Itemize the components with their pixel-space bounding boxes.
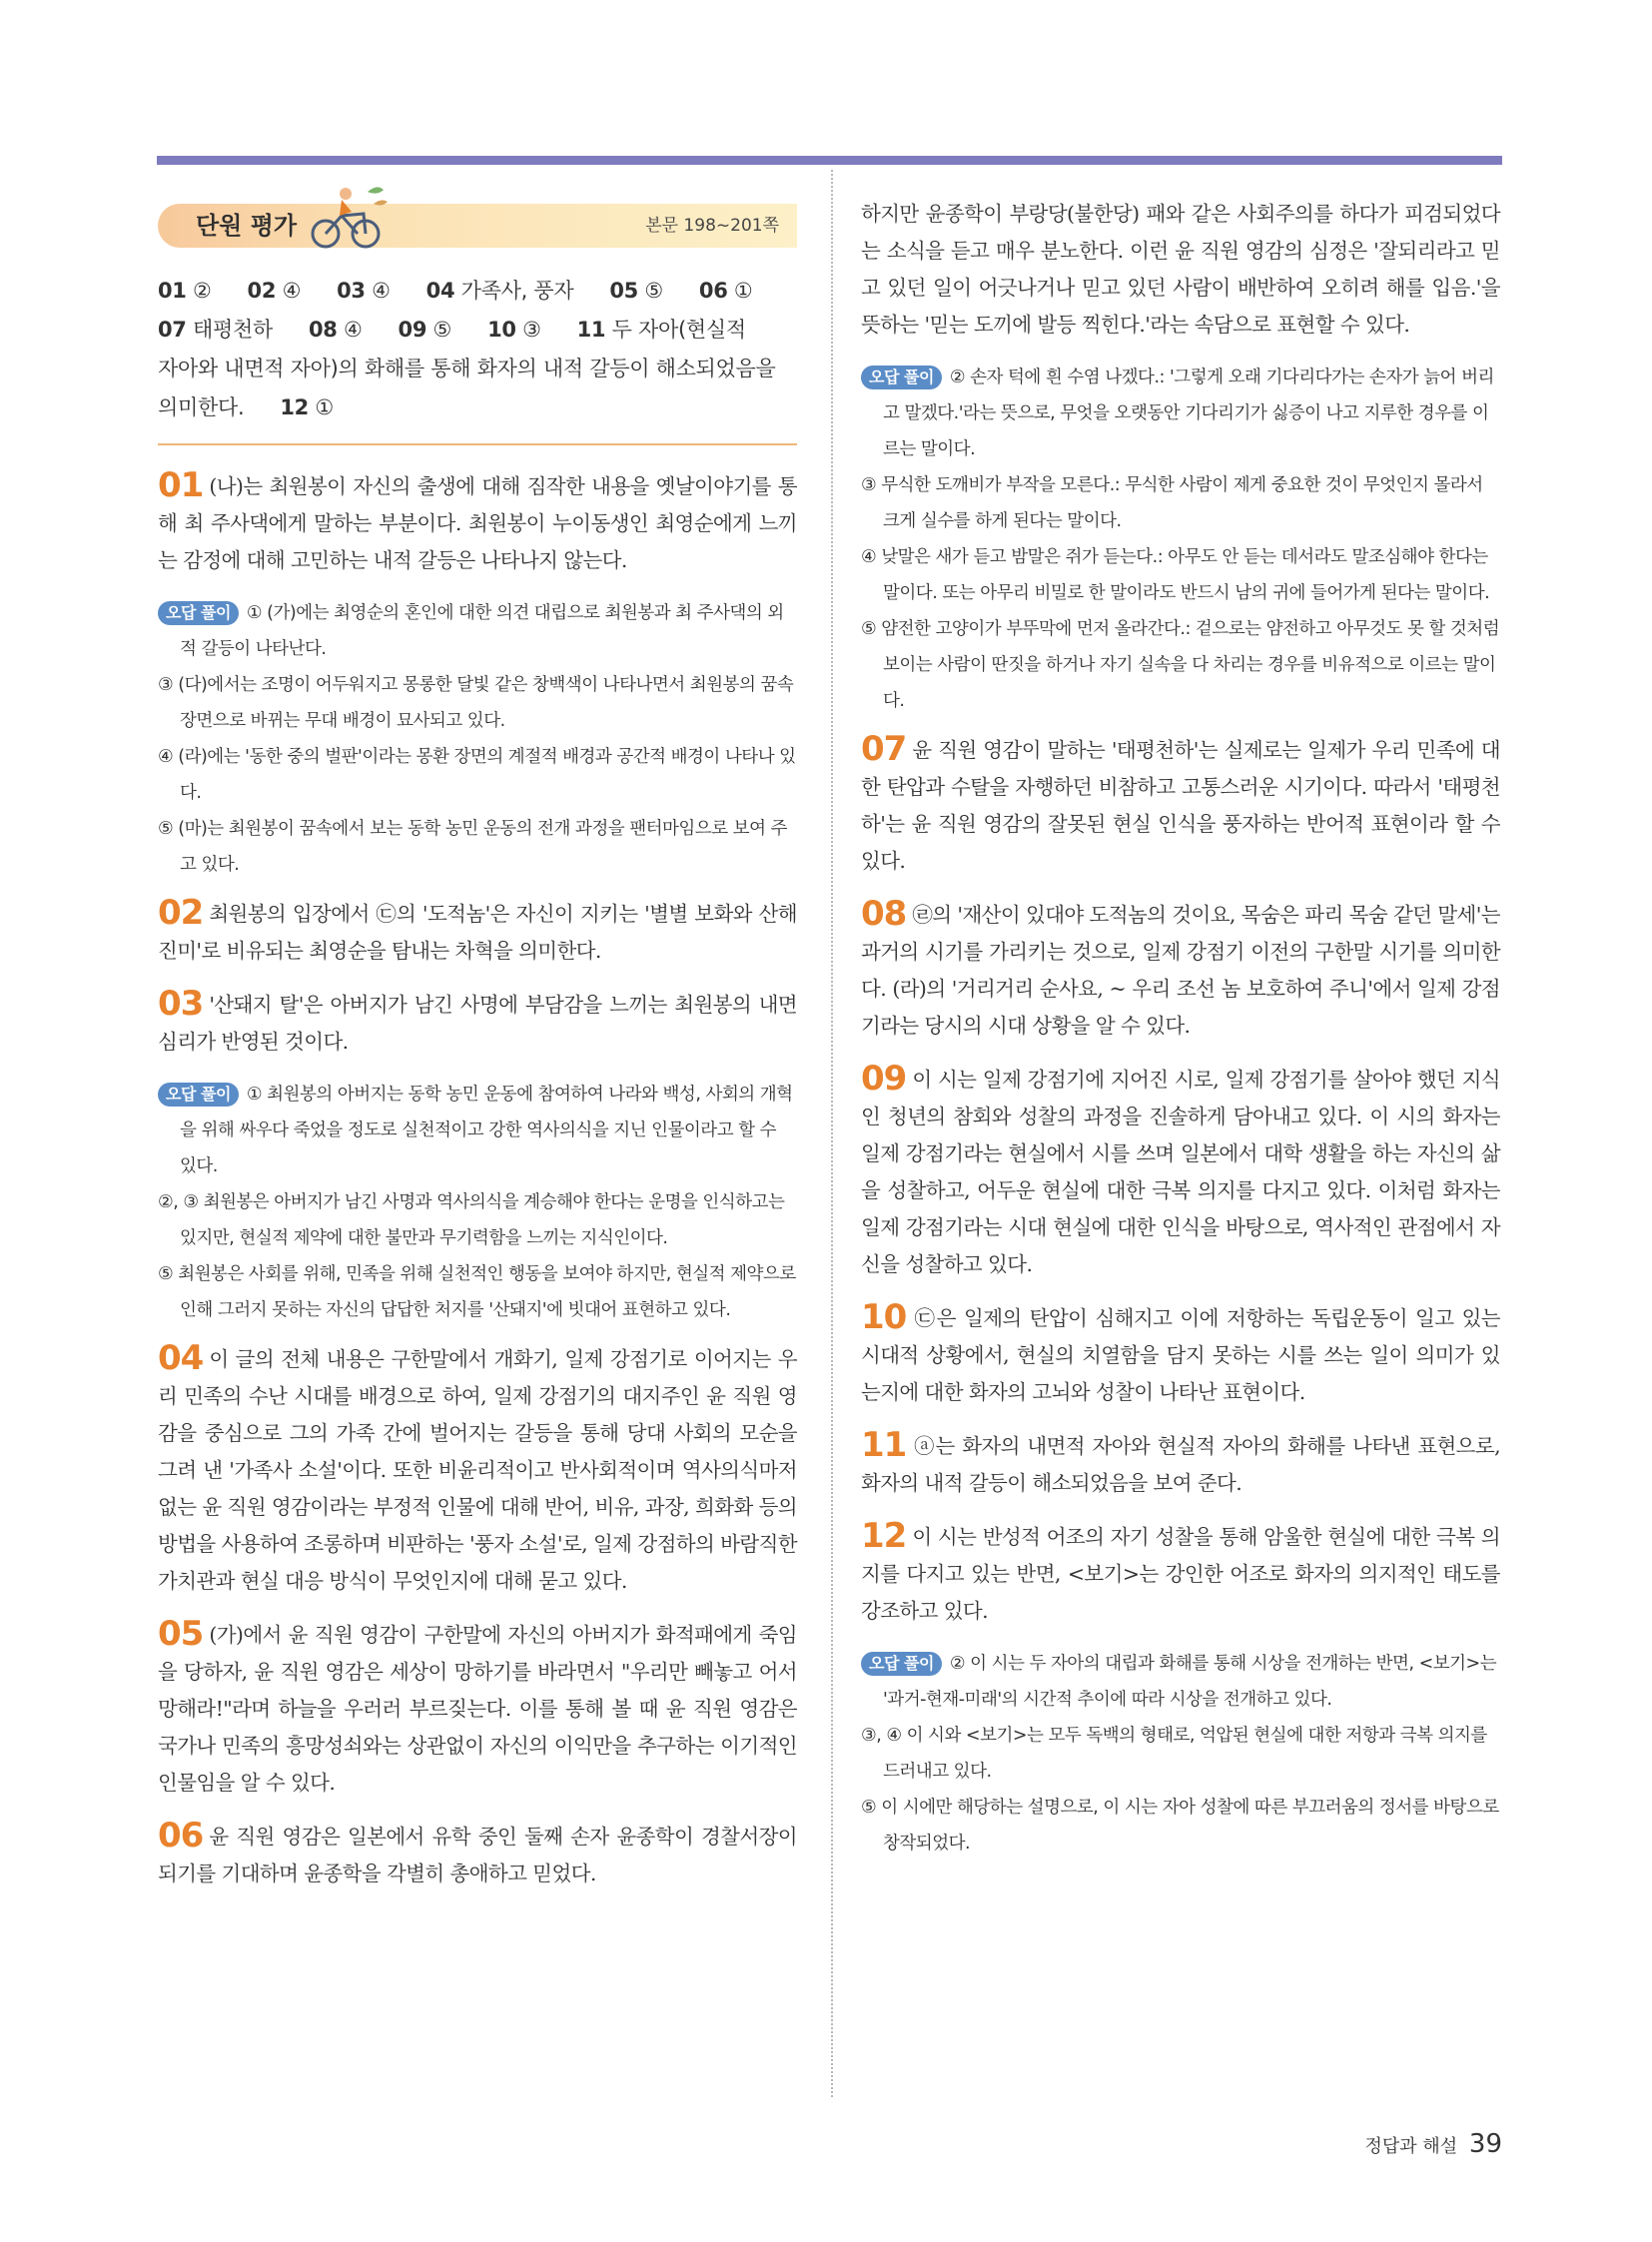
explanation-item xyxy=(861,1061,1500,1283)
answer-number: 03 xyxy=(337,279,366,303)
question-number: 12 xyxy=(861,1516,907,1556)
answer-number: 08 xyxy=(308,318,338,342)
explanation-text: 윤 직원 영감은 일본에서 유학 중인 둘째 손자 윤종학이 경찰서장이 되기를 기대하며 윤종학을 각별히 총애하고 믿었다. xyxy=(158,1825,797,1885)
wrong-answer-notes xyxy=(861,1646,1500,1862)
answer-value: ② xyxy=(193,279,212,303)
question-number: 04 xyxy=(158,1338,204,1378)
answer-row xyxy=(158,272,797,311)
note-text: ③ (다)에서는 조명이 어두워지고 몽롱한 달빛 같은 창백색이 나타나면서 최원봉의 꿈속 장면으로 바뀌는 무대 배경이 묘사되고 있다. xyxy=(158,675,794,731)
question-number: 08 xyxy=(861,894,907,934)
answer-value: ① xyxy=(315,395,334,419)
answer-value: 두 자아(현실적 xyxy=(611,318,746,342)
note-line xyxy=(861,360,1500,467)
explanation-text: 윤 직원 영감이 말하는 '태평천하'는 실제로는 일제가 우리 민족에 대한 탄압과 수탈을 자행하던 비참하고 고통스러운 시기이다. 따라서 '태평천하'는 윤 직원 영감의 잘못된 현실 인식을 풍자하는 반어적 표현이라 할 수 있다. xyxy=(861,738,1500,873)
question-number: 10 xyxy=(861,1297,907,1337)
note-line xyxy=(158,1184,797,1256)
answer-key-rule xyxy=(158,443,797,445)
question-number: 06 xyxy=(158,1816,204,1856)
question-number: 03 xyxy=(158,984,204,1024)
answer-number: 12 xyxy=(280,395,309,419)
explanation-text: (나)는 최원봉이 자신의 출생에 대해 짐작한 내용을 옛날이야기를 통해 최 주사댁에게 말하는 부분이다. 최원봉이 누이동생인 최영순에게 느끼는 감정에 대해 고민하는 내적 갈등은 나타나지 않는다. xyxy=(158,474,797,572)
column-divider xyxy=(831,170,833,2097)
answer-item xyxy=(280,388,334,427)
note-text: ③ 무식한 도깨비가 부작을 모른다.: 무식한 사람이 제게 중요한 것이 무엇인지 몰라서 크게 실수를 하게 된다는 말이다. xyxy=(861,475,1483,531)
answer-number: 04 xyxy=(425,279,455,303)
explanation-item xyxy=(861,1518,1500,1630)
question-number: 02 xyxy=(158,893,204,933)
page-footer xyxy=(1365,2129,1503,2159)
answer-value: ④ xyxy=(372,279,391,303)
explanation-item xyxy=(861,1299,1500,1411)
explanation-text: '산돼지 탈'은 아버지가 남긴 사명에 부담감을 느끼는 최원봉의 내면 심리가 반영된 것이다. xyxy=(158,993,797,1054)
right-column xyxy=(861,196,1500,1873)
note-line xyxy=(861,1646,1500,1718)
answer-number: 02 xyxy=(247,279,277,303)
note-text: ① 최원봉의 아버지는 동학 농민 운동에 참여하여 나라와 백성, 사회의 개혁을 위해 싸우다 죽었을 정도로 실천적이고 강한 역사의식을 지닌 인물이라고 할 수 있다. xyxy=(180,1085,793,1176)
note-text: ② 이 시는 두 자아의 대립과 화해를 통해 시상을 전개하는 반면, <보기>는 '과거-현재-미래'의 시간적 추이에 따라 시상을 전개하고 있다. xyxy=(883,1654,1497,1710)
answer-item xyxy=(309,311,363,350)
wrong-answer-notes xyxy=(158,1077,797,1328)
answer-value: ④ xyxy=(282,279,302,303)
note-line xyxy=(158,1077,797,1184)
answer-item xyxy=(426,272,574,311)
answer-item xyxy=(699,272,753,311)
page-number: 39 xyxy=(1468,2129,1502,2159)
note-text: ④ 낮말은 새가 듣고 밤말은 쥐가 듣는다.: 아무도 안 듣는 데서라도 말조심해야 한다는 말이다. 또는 아무리 비밀로 한 말이라도 반드시 남의 귀에 들어가게 된다는 말이다. xyxy=(861,547,1490,603)
note-text: ④ (라)에는 '동한 중의 벌판'이라는 몽환 장면의 계절적 배경과 공간적 배경이 나타나 있다. xyxy=(158,747,796,803)
top-color-bar xyxy=(157,156,1502,165)
answer-value: ④ xyxy=(343,318,363,342)
explanation-text: (가)에서 윤 직원 영감이 구한말에 자신의 아버지가 화적패에게 죽임을 당하자, 윤 직원 영감은 세상이 망하기를 바라면서 "우리만 빼놓고 어서 망해라!"라며 하늘을 우러러 부르짖는다. 이를 통해 볼 때 윤 직원 영감은 국가나 민족의 흥망성쇠와는 상관없이 자신의 이익만을 추구하는 이기적인 인물임을 알 수 있다. xyxy=(158,1623,797,1795)
explanation-text: 최원봉의 입장에서 ㉢의 '도적놈'은 자신이 지키는 '별별 보화와 산해진미'로 비유되는 최영순을 탐내는 차혁을 의미한다. xyxy=(158,902,797,963)
answer-item xyxy=(158,311,273,350)
answer-item xyxy=(158,388,244,427)
unit-header xyxy=(158,204,797,262)
note-text: ⑤ 이 시에만 해당하는 설명으로, 이 시는 자아 성찰에 따른 부끄러움의 정서를 바탕으로 창작되었다. xyxy=(861,1798,1499,1854)
answer-item xyxy=(248,272,302,311)
note-line xyxy=(158,667,797,739)
explanation-text: ㉣의 '재산이 있대야 도적놈의 것이요, 목숨은 파리 목숨 같던 말세'는 과거의 시기를 가리키는 것으로, 일제 강점기 이전의 구한말 시기를 의미한다. (라)의 '거리거리 순사요, ~ 우리 조선 놈 보호하여 주니'에서 일제 강점기라는 당시의 시대 상황을 알 수 있다. xyxy=(861,903,1500,1038)
footer-label: 정답과 해설 xyxy=(1364,2136,1458,2157)
question-number: 07 xyxy=(861,729,907,769)
right-explanations xyxy=(861,196,1500,1862)
explanation-text: 하지만 윤종학이 부랑당(불한당) 패와 같은 사회주의를 하다가 피검되었다는 소식을 듣고 매우 분노한다. 이런 윤 직원 영감의 심정은 '잘되리라고 믿고 있던 일이 어긋나거나 믿고 있던 사람이 배반하여 오히려 해를 입음.'을 뜻하는 '믿는 도끼에 발등 찍힌다.'라는 속담으로 표현할 수 있다. xyxy=(861,202,1500,337)
wrong-answer-badge: 오답 풀이 xyxy=(861,1652,942,1676)
explanation-item xyxy=(861,896,1500,1045)
note-line xyxy=(861,611,1500,719)
answer-row xyxy=(158,311,797,350)
note-line xyxy=(861,467,1500,539)
unit-title: 단원 평가 xyxy=(196,212,298,240)
answer-value: ③ xyxy=(522,318,541,342)
answer-row xyxy=(158,388,797,427)
note-line xyxy=(158,739,797,811)
answer-item xyxy=(487,311,541,350)
note-text: ⑤ 얌전한 고양이가 부뚜막에 먼저 올라간다.: 겉으로는 얌전하고 아무것도 못 할 것처럼 보이는 사람이 딴짓을 하거나 자기 실속을 다 차리는 경우를 비유적으로 이르는 말이다. xyxy=(861,619,1500,711)
explanation-item xyxy=(158,895,797,970)
question-number: 09 xyxy=(861,1059,907,1099)
wrong-answer-badge: 오답 풀이 xyxy=(158,601,239,625)
explanation-item xyxy=(158,986,797,1061)
answer-item xyxy=(577,311,746,350)
explanation-item xyxy=(158,1818,797,1892)
answer-value: ① xyxy=(733,279,753,303)
answer-value: ⑤ xyxy=(644,279,663,303)
answer-item xyxy=(399,311,452,350)
note-line xyxy=(158,595,797,667)
left-explanations xyxy=(158,467,797,1892)
answer-row xyxy=(158,350,797,388)
note-text: ② 손자 턱에 흰 수염 나겠다.: '그렇게 오래 기다리다가는 손자가 늙어 버리고 말겠다.'라는 뜻으로, 무엇을 오랫동안 기다리기가 싫증이 나고 지루한 경우를 이르는 말이다. xyxy=(883,368,1494,459)
note-text: ②, ③ 최원봉은 아버지가 남긴 사명과 역사의식을 계승해야 한다는 운명을 인식하고는 있지만, 현실적 제약에 대한 불만과 무기력함을 느끼는 지식인이다. xyxy=(158,1192,785,1248)
answer-number: 11 xyxy=(576,318,606,342)
explanation-item xyxy=(861,731,1500,880)
answer-item xyxy=(158,272,212,311)
bicycle-rider-icon xyxy=(306,182,390,252)
wrong-answer-badge: 오답 풀이 xyxy=(158,1083,239,1107)
answer-item xyxy=(609,272,663,311)
question-number: 01 xyxy=(158,465,204,505)
answer-item xyxy=(158,350,776,388)
question-number: 05 xyxy=(158,1614,204,1654)
answer-value: ⑤ xyxy=(432,318,452,342)
left-column xyxy=(158,204,797,1908)
note-line xyxy=(861,1790,1500,1862)
answer-key xyxy=(158,272,797,427)
wrong-answer-badge: 오답 풀이 xyxy=(861,366,942,389)
explanation-text: ⓐ는 화자의 내면적 자아와 현실적 자아의 화해를 나타낸 표현으로, 화자의 내적 갈등이 해소되었음을 보여 준다. xyxy=(861,1434,1500,1495)
note-text: ① (가)에는 최영순의 혼인에 대한 의견 대립으로 최원봉과 최 주사댁의 외적 갈등이 나타난다. xyxy=(180,603,784,659)
note-line xyxy=(861,1718,1500,1790)
answer-number: 09 xyxy=(398,318,427,342)
answer-number: 01 xyxy=(158,279,187,303)
explanation-text: ㉢은 일제의 탄압이 심해지고 이에 저항하는 독립운동이 일고 있는 시대적 상황에서, 현실의 치열함을 담지 못하는 시를 쓰는 일이 의미가 있는지에 대한 화자의 고뇌와 성찰이 나타난 표현이다. xyxy=(861,1306,1500,1404)
note-text: ③, ④ 이 시와 <보기>는 모두 독백의 형태로, 억압된 현실에 대한 저항과 극복 의지를 드러내고 있다. xyxy=(861,1726,1487,1782)
answer-value: 자아와 내면적 자아)의 화해를 통해 화자의 내적 갈등이 해소되었음을 xyxy=(158,357,776,380)
answer-number: 06 xyxy=(698,279,728,303)
note-line xyxy=(158,1256,797,1328)
wrong-answer-notes xyxy=(861,360,1500,719)
answer-value: 의미한다. xyxy=(158,395,245,419)
explanation-item xyxy=(158,1340,797,1600)
explanation-text: 이 글의 전체 내용은 구한말에서 개화기, 일제 강점기로 이어지는 우리 민족의 수난 시대를 배경으로 하여, 일제 강점기의 대지주인 윤 직원 영감을 중심으로 그의 가족 간에 벌어지는 갈등을 통해 당대 사회의 모순을 그려 낸 '가족사 소설'이다. 또한 비윤리적이고 반사회적이며 역사의식마저 없는 윤 직원 영감이라는 부정적 인물에 대해 반어, 비유, 과장, 희화화 등의 방법을 사용하여 조롱하며 비판하는 '풍자 소설'로, 일제 강점하의 바람직한 가치관과 현실 대응 방식이 무엇인지에 대해 묻고 있다. xyxy=(158,1347,797,1593)
wrong-answer-notes xyxy=(158,595,797,883)
note-text: ⑤ (마)는 최원봉이 꿈속에서 보는 동학 농민 운동의 전개 과정을 팬터마임으로 보여 주고 있다. xyxy=(158,819,787,875)
answer-number: 07 xyxy=(158,318,187,342)
explanation-item xyxy=(861,196,1500,344)
answer-value: 태평천하 xyxy=(193,318,273,342)
explanation-item xyxy=(861,1427,1500,1502)
answer-number: 10 xyxy=(487,318,516,342)
explanation-item xyxy=(158,1616,797,1802)
question-number: 11 xyxy=(861,1425,907,1465)
note-text: ⑤ 최원봉은 사회를 위해, 민족을 위해 실천적인 행동을 보여야 하지만, 현실적 제약으로 인해 그러지 못하는 자신의 답답한 처지를 '산돼지'에 빗대어 표현하고 있다. xyxy=(158,1264,796,1320)
note-line xyxy=(861,539,1500,611)
explanation-text: 이 시는 일제 강점기에 지어진 시로, 일제 강점기를 살아야 했던 지식인 청년의 참회와 성찰의 과정을 진솔하게 담아내고 있다. 이 시의 화자는 일제 강점기라는 현실에서 시를 쓰며 일본에서 대학 생활을 하는 자신의 삶을 성찰하고, 어두운 현실에 대한 극복 의지를 다지고 있다. 이처럼 화자는 일제 강점기라는 시대 현실에 대한 인식을 바탕으로, 역사적인 관점에서 자신을 성찰하고 있다. xyxy=(861,1068,1500,1276)
explanation-item xyxy=(158,467,797,579)
answer-value: 가족사, 풍자 xyxy=(460,279,574,303)
explanation-text: 이 시는 반성적 어조의 자기 성찰을 통해 암울한 현실에 대한 극복 의지를 다지고 있는 반면, <보기>는 강인한 어조로 화자의 의지적인 태도를 강조하고 있다. xyxy=(861,1525,1500,1623)
unit-page-range: 본문 198~201쪽 xyxy=(645,216,779,236)
answer-number: 05 xyxy=(609,279,638,303)
note-line xyxy=(158,811,797,883)
answer-item xyxy=(337,272,391,311)
